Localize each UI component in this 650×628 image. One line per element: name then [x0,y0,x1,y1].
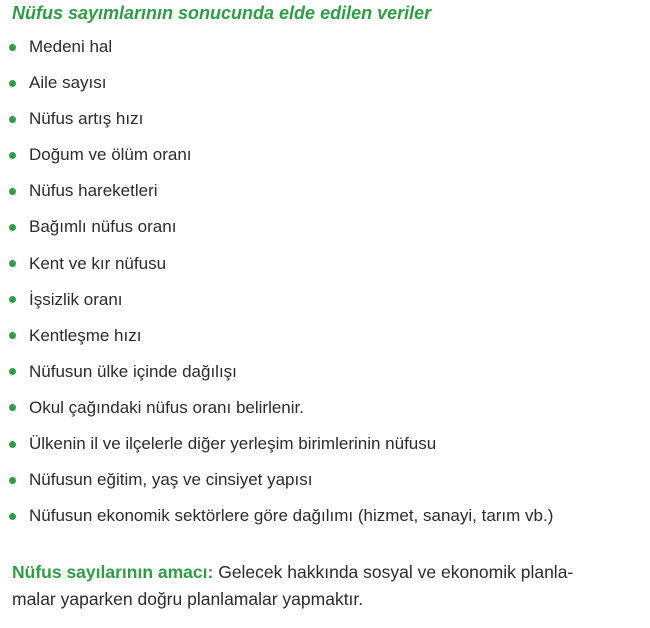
bullet-icon [9,188,16,195]
list-item-text: Nüfus hareketleri [29,181,158,201]
bullet-icon [9,404,16,411]
list-item [0,209,650,245]
list-item [0,29,650,65]
list-item [0,101,650,137]
purpose-label: Nüfus sayılarının amacı: [12,562,214,582]
list-item-text: Ülkenin il ve ilçelerle diğer yerleşim birimlerinin nüfusu [29,434,437,454]
list-item [0,498,650,534]
list-item-text: Okul çağındaki nüfus oranı belirlenir. [29,397,304,417]
list-item-text: Bağımlı nüfus oranı [29,217,177,237]
bullet-icon [9,260,16,267]
list-item-text: Kentleşme hızı [29,325,142,345]
bullet-icon [9,441,16,448]
list-item-text: İşsizlik oranı [29,289,123,309]
purpose-paragraph [12,559,632,613]
bullet-icon [9,80,16,87]
bullet-icon [9,224,16,231]
list-item [0,173,650,209]
list-item [0,462,650,498]
data-items-list [0,29,650,534]
list-item-text: Nüfus artış hızı [29,109,144,129]
list-item [0,282,650,318]
list-item [0,137,650,173]
purpose-line-1 [12,559,632,586]
bullet-icon [9,296,16,303]
purpose-text-line-1: Gelecek hakkında sosyal ve ekonomik planla- [218,562,574,582]
list-item [0,426,650,462]
list-item [0,65,650,101]
purpose-text-line-2: malar yaparken doğru planlamalar yapmaktır. [12,589,364,609]
bullet-icon [9,116,16,123]
list-item-text: Nüfusun eğitim, yaş ve cinsiyet yapısı [29,470,313,490]
bullet-icon [9,368,16,375]
list-item [0,354,650,390]
list-item-text: Nüfusun ekonomik sektörlere göre dağılımı (hizmet, sanayi, tarım vb.) [29,506,554,526]
list-item-text: Aile sayısı [29,73,107,93]
bullet-icon [9,44,16,51]
bullet-icon [9,332,16,339]
list-item [0,318,650,354]
bullet-icon [9,513,16,520]
bullet-icon [9,477,16,484]
bullet-icon [9,152,16,159]
list-item [0,246,650,282]
list-item-text: Nüfusun ülke içinde dağılışı [29,361,237,381]
list-item-text: Medeni hal [29,37,113,56]
list-item [0,390,650,426]
section-heading: Nüfus sayımlarının sonucunda elde edilen veriler [12,3,432,23]
list-item-text: Kent ve kır nüfusu [29,253,167,273]
list-item-text: Doğum ve ölüm oranı [29,145,192,165]
